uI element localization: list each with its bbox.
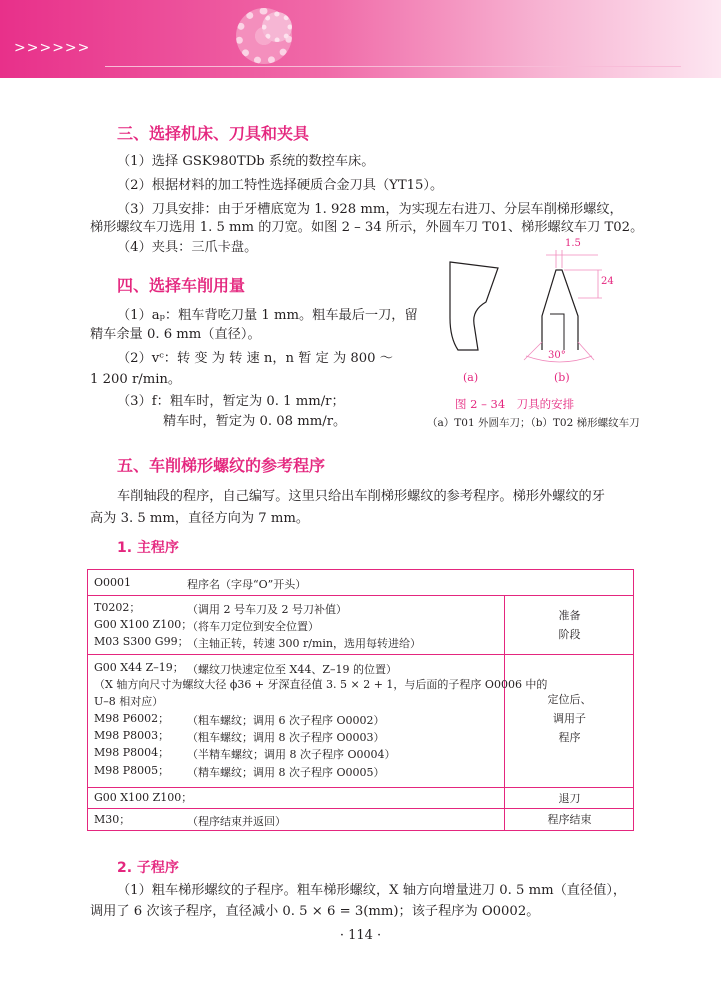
phase-label: 退刀 [558, 792, 581, 805]
paragraph-line: 1 200 r/min。 [90, 372, 182, 387]
program-table [87, 569, 634, 831]
gear-icon [262, 12, 292, 42]
subsection-heading: 1. 主程序 [117, 540, 179, 556]
program-note: （X 轴方向尺寸为螺纹大径 ϕ36 + 牙深直径值 3. 5 × 2 + 1，与后面的子程序 O0006 中的 [94, 678, 548, 691]
page-number: · 114 · [339, 928, 382, 943]
program-code: M98 P8005； [94, 764, 170, 777]
program-note: （螺纹刀快速定位至 X44、Z–19 的位置） [187, 663, 397, 676]
paragraph-line: （2）vᶜ：转 变 为 转 速 n，n 暂 定 为 800 ～ [117, 351, 393, 366]
table-row-divider [88, 654, 633, 655]
program-note: （粗车螺纹；调用 6 次子程序 O0002） [187, 714, 385, 727]
program-code: M98 P8004； [94, 746, 170, 759]
dimension-label: 1.5 [565, 238, 581, 249]
subfigure-label: (b) [554, 371, 570, 384]
dimension-label: 30° [548, 350, 566, 361]
subfigure-label: (a) [463, 371, 479, 384]
figure-caption: 图 2 – 34 刀具的安排 [455, 397, 575, 411]
paragraph-line: 车削轴段的程序，自己编写。这里只给出车削梯形螺纹的参考程序。梯形外螺纹的牙 [117, 489, 605, 504]
table-row-divider [88, 595, 633, 596]
program-note: （粗车螺纹；调用 8 次子程序 O0003） [187, 731, 385, 744]
program-note: 程序名（字母“O”开头） [187, 578, 307, 591]
paragraph-line: 精车余量 0. 6 mm（直径）。 [90, 327, 261, 342]
program-code: M03 S300 G99； [94, 635, 189, 648]
paragraph-line: 精车时，暂定为 0. 08 mm/r。 [163, 414, 347, 429]
figure-subcaption: （a）T01 外圆车刀；（b）T02 梯形螺纹车刀 [427, 417, 640, 429]
program-note: U–8 相对应） [94, 695, 164, 708]
program-code: M98 P6002； [94, 712, 170, 725]
program-note: （将车刀定位到安全位置） [187, 620, 319, 633]
paragraph-line: （1）aₚ：粗车背吃刀量 1 mm。粗车最后一刀，留 [117, 308, 418, 323]
section-heading: 四、选择车削用量 [117, 276, 246, 295]
table-row-divider [88, 787, 633, 788]
program-code: G00 X44 Z–19； [94, 661, 184, 674]
program-code: G00 X100 Z100； [94, 791, 193, 804]
program-note: （程序结束并返回） [187, 815, 286, 828]
header-rule [105, 66, 681, 67]
phase-label: 准备 阶段 [558, 609, 581, 641]
program-note: （半精车螺纹；调用 8 次子程序 O0004） [187, 748, 396, 761]
phase-label: 程序结束 [547, 813, 592, 826]
chevron-arrows-icon: >>>>>> [14, 40, 91, 56]
paragraph-line: （3）f：粗车时，暂定为 0. 1 mm/r； [117, 394, 345, 409]
program-code: G00 X100 Z100； [94, 618, 193, 631]
paragraph-line: 梯形螺纹车刀选用 1. 5 mm 的刀宽。如图 2 – 34 所示，外圆车刀 T01、梯形螺纹车刀 T02。 [90, 220, 644, 235]
section-heading: 五、车削梯形螺纹的参考程序 [117, 456, 326, 475]
phase-label: 定位后、 调用子 程序 [547, 693, 592, 744]
paragraph-line: 调用了 6 次该子程序，直径减小 0. 5 × 6 = 3(mm)；该子程序为 O0002。 [90, 904, 540, 919]
paragraph-line: （1）选择 GSK980TDb 系统的数控车床。 [117, 154, 375, 169]
program-code: M98 P8003； [94, 729, 170, 742]
program-code: M30； [94, 813, 131, 826]
header-banner [0, 0, 721, 78]
dimension-label: 24 [601, 276, 614, 287]
program-note: （主轴正转，转速 300 r/min，选用每转进给） [187, 637, 421, 650]
paragraph-line: （3）刀具安排：由于牙槽底宽为 1. 928 mm，为实现左右进刀、分层车削梯形螺纹， [117, 202, 623, 217]
subsection-heading: 2. 子程序 [117, 860, 179, 876]
paragraph-line: （1）粗车梯形螺纹的子程序。粗车梯形螺纹，X 轴方向增量进刀 0. 5 mm（直径值）， [117, 883, 627, 898]
program-note: （精车螺纹；调用 8 次子程序 O0005） [187, 766, 385, 779]
program-code: O0001 [94, 576, 132, 589]
paragraph-line: 高为 3. 5 mm，直径方向为 7 mm。 [90, 511, 310, 526]
paragraph-line: （4）夹具：三爪卡盘。 [117, 240, 258, 255]
program-note: （调用 2 号车刀及 2 号刀补值） [187, 603, 347, 616]
section-heading: 三、选择机床、刀具和夹具 [117, 124, 310, 143]
paragraph-line: （2）根据材料的加工特性选择硬质合金刀具（YT15）。 [117, 178, 444, 193]
table-row-divider [88, 808, 633, 809]
program-code: T0202； [94, 601, 141, 614]
